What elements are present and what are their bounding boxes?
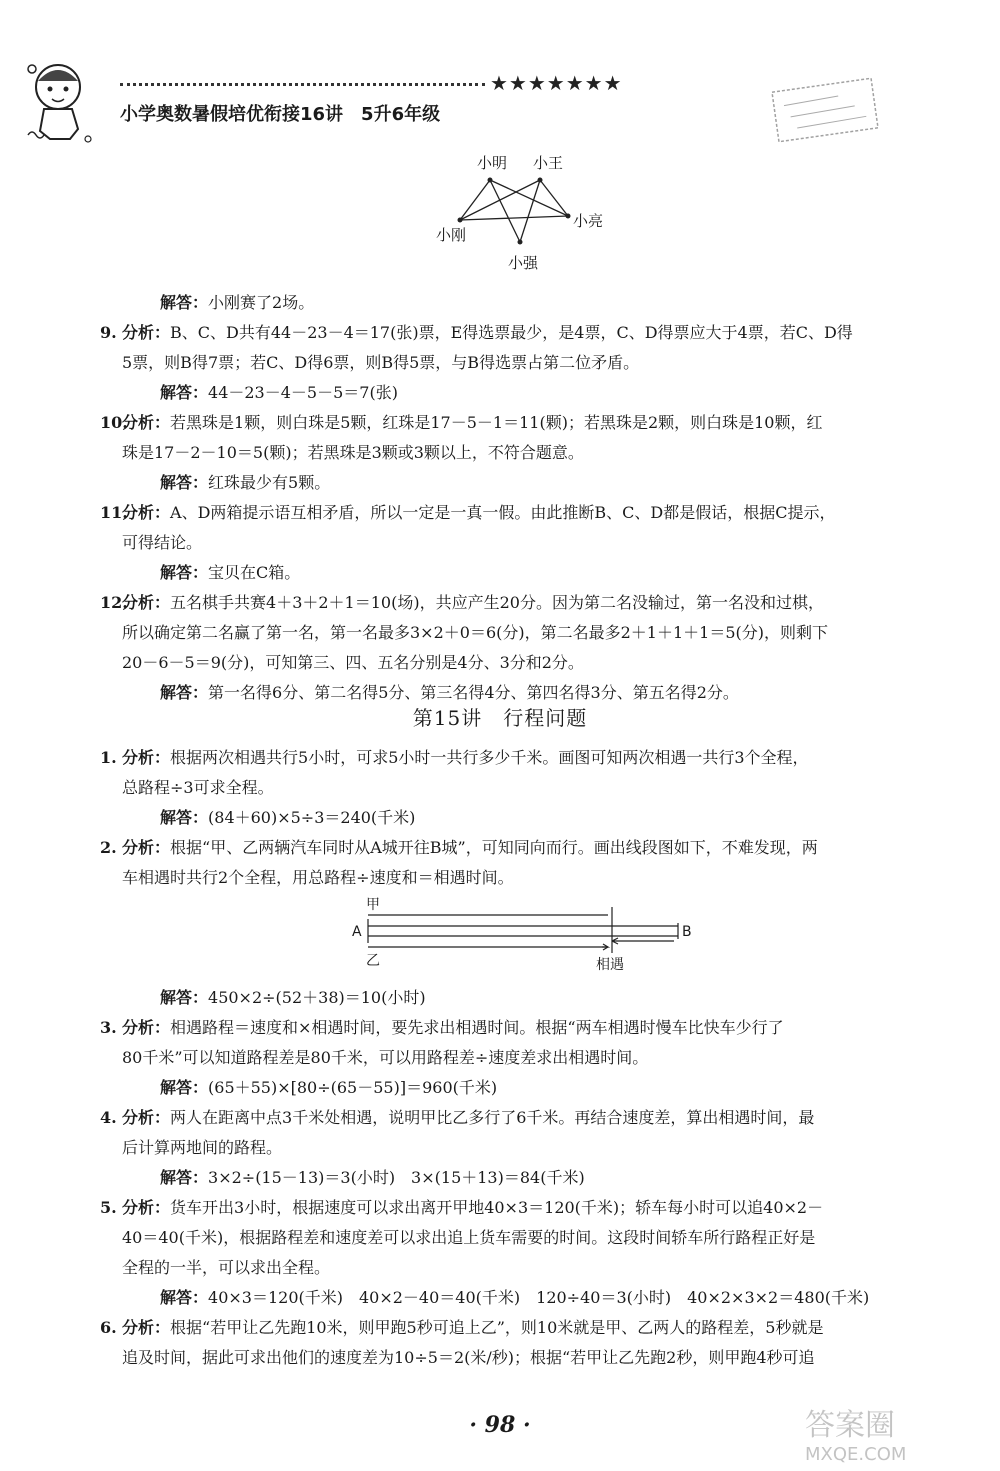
problem-item — [100, 1193, 912, 1313]
analysis-first-line — [100, 318, 912, 348]
problem-item — [100, 1103, 912, 1193]
line-segment-diagram — [350, 893, 690, 973]
analysis-first-line — [100, 1013, 912, 1043]
seal-stamp-icon — [766, 73, 883, 148]
problem-number: 10. — [100, 413, 128, 432]
analysis-text: 五名棋手共赛4＋3＋2＋1＝10(场)，共应产生20分。因为第二名没输过，第一名没和过棋， — [170, 593, 824, 612]
problem-item — [100, 318, 912, 408]
node-label: 小强 — [508, 254, 539, 272]
page-number: · 98 · — [469, 1412, 531, 1438]
answer-label: 解答： — [160, 1078, 209, 1097]
cartoon-girl-mascot-icon — [20, 55, 105, 145]
answer-text: 第一名得6分、第二名得5分、第三名得4分、第四名得3分、第五名得2分。 — [208, 683, 739, 702]
answer-label: 解答： — [160, 1288, 209, 1307]
answer-text: (84＋60)×5÷3＝240(千米) — [208, 808, 416, 827]
analysis-label: 分析： — [122, 1318, 171, 1337]
problem-item — [100, 1013, 912, 1103]
analysis-text: 40＝40(千米)，根据路程差和速度差可以求出追上货车需要的时间。这段时间轿车所行路程正好是 — [122, 1228, 816, 1247]
watermark-logo-icon — [785, 1405, 985, 1465]
problem-number: 6. — [100, 1318, 117, 1337]
answer-label: 解答： — [160, 1168, 209, 1187]
rating-stars: ★★★★★★★ — [490, 71, 623, 95]
analysis-text: 相遇路程＝速度和×相遇时间，要先求出相遇时间。根据“两车相遇时慢车比快车少行了 — [170, 1018, 784, 1037]
svg-text:MXQE.COM: MXQE.COM — [805, 1444, 907, 1465]
answer-label: 解答： — [160, 293, 209, 312]
analysis-line — [122, 1223, 912, 1253]
answer-text: 450×2÷(52＋38)＝10(小时) — [208, 988, 426, 1007]
analysis-line — [122, 1343, 912, 1373]
node-label: 小明 — [477, 154, 508, 172]
problem-number: 2. — [100, 838, 117, 857]
answer-label: 解答： — [160, 383, 209, 402]
answer-label: 解答： — [160, 988, 209, 1007]
analysis-text: 货车开出3小时，根据速度可以求出离开甲地40×3＝120(千米)；轿车每小时可以追40×2－ — [170, 1198, 824, 1217]
answer-line — [122, 1163, 912, 1193]
answer-line — [122, 803, 912, 833]
segment-label: 相遇 — [596, 957, 624, 973]
segment-label: 甲 — [366, 897, 380, 913]
analysis-line — [122, 348, 912, 378]
analysis-text: 80千米”可以知道路程差是80千米，可以用路程差÷速度差求出相遇时间。 — [122, 1048, 649, 1067]
answer-line — [122, 1073, 912, 1103]
analysis-label: 分析： — [122, 748, 171, 767]
analysis-text: 追及时间，据此可求出他们的速度差为10÷5＝2(米/秒)；根据“若甲让乙先跑2秒，则甲跑4秒可追 — [122, 1348, 815, 1367]
answer-label: 解答： — [160, 563, 209, 582]
analysis-line — [122, 863, 912, 893]
lecture-title: 第15讲 行程问题 — [412, 706, 588, 730]
answer-line — [122, 468, 912, 498]
analysis-first-line — [100, 1103, 912, 1133]
analysis-label: 分析： — [122, 323, 171, 342]
answer-line — [122, 1283, 912, 1313]
problem-number: 5. — [100, 1198, 117, 1217]
analysis-label: 分析： — [122, 1108, 171, 1127]
segment-label: B — [682, 924, 692, 940]
answer-line — [122, 378, 912, 408]
analysis-text: 车相遇时共行2个全程，用总路程÷速度和＝相遇时间。 — [122, 868, 514, 887]
problems-section-a — [100, 288, 912, 708]
answer-text: 小刚赛了2场。 — [208, 293, 315, 312]
analysis-text: A、D两箱提示语互相矛盾，所以一定是一真一假。由此推断B、C、D都是假话，根据C提示， — [170, 503, 836, 522]
answer-text: 3×2÷(15－13)＝3(小时) 3×(15＋13)＝84(千米) — [208, 1168, 585, 1187]
analysis-text: 根据“甲、乙两辆汽车同时从A城开往B城”，可知同向而行。画出线段图如下，不难发现，两 — [170, 838, 818, 857]
analysis-text: 若黑珠是1颗，则白珠是5颗，红珠是17－5－1＝11(颗)；若黑珠是2颗，则白珠是10颗，红 — [170, 413, 823, 432]
node-label: 小刚 — [436, 226, 467, 244]
problem2-answer-block — [122, 983, 912, 1013]
problem-item — [100, 1313, 912, 1373]
answer-text: 红珠最少有5颗。 — [208, 473, 331, 492]
analysis-line — [122, 438, 912, 468]
svg-text:答案圈: 答案圈 — [805, 1408, 895, 1443]
analysis-text: B、C、D共有44－23－4＝17(张)票，E得选票最少，是4票，C、D得票应大于4票，若C、D得 — [170, 323, 853, 342]
analysis-line — [122, 618, 912, 648]
analysis-text: 全程的一半，可以求出全程。 — [122, 1258, 331, 1277]
analysis-label: 分析： — [122, 503, 171, 522]
analysis-text: 根据两次相遇共行5小时，可求5小时一共行多少千米。画图可知两次相遇一共行3个全程， — [170, 748, 809, 767]
analysis-line — [122, 1253, 912, 1283]
segment-label: 乙 — [366, 953, 380, 969]
analysis-text: 根据“若甲让乙先跑10米，则甲跑5秒可追上乙”，则10米就是甲、乙两人的路程差，5秒就是 — [170, 1318, 824, 1337]
answer-text: 宝贝在C箱。 — [208, 563, 301, 582]
analysis-label: 分析： — [122, 838, 171, 857]
answer-text: 44－23－4－5－5＝7(张) — [208, 383, 398, 402]
node-label: 小王 — [533, 154, 564, 172]
analysis-text: 两人在距离中点3千米处相遇，说明甲比乙多行了6千米。再结合速度差，算出相遇时间，最 — [170, 1108, 815, 1127]
book-title: 小学奥数暑假培优衔接16讲 5升6年级 — [120, 104, 441, 125]
problem-item — [100, 408, 912, 498]
dotted-divider — [120, 83, 485, 86]
problem-number: 12. — [100, 593, 128, 612]
answer-label: 解答： — [160, 808, 209, 827]
analysis-first-line — [100, 408, 912, 438]
node-label: 小亮 — [573, 212, 604, 230]
analysis-text: 可得结论。 — [122, 533, 203, 552]
answer-line — [122, 558, 912, 588]
analysis-first-line — [100, 1313, 912, 1343]
problem-number: 11. — [100, 503, 128, 522]
page-header — [20, 55, 640, 155]
problem-item — [100, 588, 912, 708]
answer-line — [122, 288, 912, 318]
analysis-label: 分析： — [122, 1198, 171, 1217]
analysis-first-line — [100, 588, 912, 618]
problem-item — [100, 833, 912, 893]
answer-text: 40×3＝120(千米) 40×2－40＝40(千米) 120÷40＝3(小时) 40×2×3×2＝480(千米) — [208, 1288, 870, 1307]
graph-edges — [460, 180, 568, 242]
problem-number: 3. — [100, 1018, 117, 1037]
segment-label: A — [352, 924, 362, 940]
analysis-line — [122, 1043, 912, 1073]
answer-label: 解答： — [160, 473, 209, 492]
analysis-line — [122, 648, 912, 678]
analysis-line — [122, 773, 912, 803]
problem-item — [100, 498, 912, 588]
match-graph-diagram — [420, 148, 620, 278]
analysis-text: 20－6－5＝9(分)，可知第三、四、五名分别是4分、3分和2分。 — [122, 653, 584, 672]
analysis-line — [122, 528, 912, 558]
analysis-line — [122, 1133, 912, 1163]
problem-number: 9. — [100, 323, 117, 342]
analysis-first-line — [100, 833, 912, 863]
answer-text: (65＋55)×[80÷(65－55)]＝960(千米) — [208, 1078, 498, 1097]
answer-line — [122, 983, 912, 1013]
analysis-text: 后计算两地间的路程。 — [122, 1138, 283, 1157]
problems-section-b2 — [100, 1013, 912, 1373]
problem-item — [100, 743, 912, 833]
problem-number: 4. — [100, 1108, 117, 1127]
analysis-first-line — [100, 498, 912, 528]
analysis-first-line — [100, 1193, 912, 1223]
problems-section-b1 — [100, 743, 912, 893]
analysis-text: 总路程÷3可求全程。 — [122, 778, 274, 797]
analysis-text: 珠是17－2－10＝5(颗)；若黑珠是3颗或3颗以上，不符合题意。 — [122, 443, 584, 462]
analysis-label: 分析： — [122, 1018, 171, 1037]
analysis-first-line — [100, 743, 912, 773]
graph-nodes — [458, 178, 571, 245]
problem-number: 1. — [100, 748, 117, 767]
analysis-text: 所以确定第二名赢了第一名，第一名最多3×2＋0＝6(分)，第二名最多2＋1＋1＋1＝5(分)，则剩下 — [122, 623, 828, 642]
analysis-text: 5票，则B得7票；若C、D得6票，则B得5票，与B得选票占第二位矛盾。 — [122, 353, 640, 372]
answer-label: 解答： — [160, 683, 209, 702]
analysis-label: 分析： — [122, 593, 171, 612]
analysis-label: 分析： — [122, 413, 171, 432]
